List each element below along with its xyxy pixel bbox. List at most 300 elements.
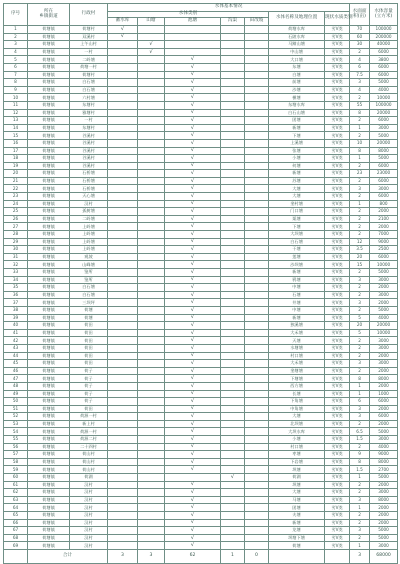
row-seq: 5 <box>4 56 28 64</box>
row-seq: 45 <box>4 360 28 368</box>
row-reservoir-mark <box>108 382 138 390</box>
row-pool-mark: √ <box>165 56 221 64</box>
row-area: 55 <box>350 101 370 109</box>
row-village: 汉村 <box>70 496 108 504</box>
row-ditch-mark <box>221 253 245 261</box>
row-seq: 8 <box>4 79 28 87</box>
row-village: 荷塘一村 <box>70 63 108 71</box>
row-town: 荷塘镇 <box>28 367 70 375</box>
table-row <box>4 177 398 185</box>
row-pool-mark: √ <box>165 428 221 436</box>
row-village: 孤树塘 <box>70 208 108 216</box>
row-reservoir-mark <box>108 238 138 246</box>
row-seq: 39 <box>4 314 28 322</box>
total-reservoir: 3 <box>108 549 138 563</box>
row-pond-mark <box>138 269 165 277</box>
row-seq: 33 <box>4 269 28 277</box>
row-ditch-mark <box>221 86 245 94</box>
row-village: 荷山村 <box>70 458 108 466</box>
row-reservoir-mark <box>108 139 138 147</box>
row-other-mark <box>245 428 269 436</box>
row-other-mark <box>245 314 269 322</box>
row-quality-class: 劣Ⅴ类 <box>325 26 350 34</box>
row-reservoir-mark <box>108 306 138 314</box>
row-volume: 2000 <box>370 382 398 390</box>
row-quality-class: 劣Ⅴ类 <box>325 466 350 474</box>
row-area: 3 <box>350 299 370 307</box>
row-town: 荷塘镇 <box>28 291 70 299</box>
row-ditch-mark <box>221 94 245 102</box>
row-other-mark <box>245 79 269 87</box>
row-area: 2 <box>350 162 370 170</box>
row-other-mark <box>245 481 269 489</box>
row-reservoir-mark <box>108 200 138 208</box>
row-reservoir-mark <box>108 451 138 459</box>
row-quality-class: 劣Ⅴ类 <box>325 109 350 117</box>
row-pond-mark <box>138 231 165 239</box>
row-volume: 2000 <box>370 504 398 512</box>
row-volume: 3000 <box>370 489 398 497</box>
row-town: 荷塘镇 <box>28 398 70 406</box>
row-ditch-mark <box>221 519 245 527</box>
table-row <box>4 26 398 34</box>
row-other-mark <box>245 375 269 383</box>
row-seq: 55 <box>4 436 28 444</box>
row-village: 一村 <box>70 117 108 125</box>
row-pond-mark <box>138 496 165 504</box>
row-pool-mark: √ <box>165 398 221 406</box>
row-pond-mark <box>138 56 165 64</box>
row-pool-mark: √ <box>165 496 221 504</box>
row-area: 2 <box>350 208 370 216</box>
row-volume: 3000 <box>370 276 398 284</box>
row-quality-class: 劣Ⅴ类 <box>325 504 350 512</box>
row-other-mark <box>245 101 269 109</box>
row-seq: 63 <box>4 496 28 504</box>
row-seq: 26 <box>4 215 28 223</box>
row-other-mark <box>245 489 269 497</box>
row-area: 2 <box>350 344 370 352</box>
row-volume: 6000 <box>370 71 398 79</box>
row-seq: 42 <box>4 337 28 345</box>
row-village: 石桥塘 <box>70 185 108 193</box>
row-volume: 4000 <box>370 86 398 94</box>
row-pool-mark: √ <box>165 94 221 102</box>
row-volume: 8000 <box>370 458 398 466</box>
row-reservoir-mark <box>108 94 138 102</box>
row-seq: 25 <box>4 208 28 216</box>
row-volume: 20000 <box>370 109 398 117</box>
row-ditch-mark <box>221 109 245 117</box>
total-label: 合计 <box>28 549 108 563</box>
row-town: 荷塘镇 <box>28 41 70 49</box>
table-row <box>4 360 398 368</box>
row-pool-mark <box>165 33 221 41</box>
header-pond: 山塘 <box>138 18 165 26</box>
row-pond-mark <box>138 436 165 444</box>
table-row <box>4 86 398 94</box>
row-town: 荷塘镇 <box>28 26 70 34</box>
row-village: 荷田 <box>70 405 108 413</box>
row-area: 2 <box>350 193 370 201</box>
row-other-mark <box>245 436 269 444</box>
row-seq: 27 <box>4 223 28 231</box>
row-village: 谷溪村 <box>70 139 108 147</box>
row-seq: 60 <box>4 474 28 482</box>
row-village: 汉村 <box>70 489 108 497</box>
row-seq: 61 <box>4 481 28 489</box>
row-quality-class: 劣Ⅴ类 <box>325 162 350 170</box>
row-town: 荷塘镇 <box>28 337 70 345</box>
table-row <box>4 405 398 413</box>
row-seq: 48 <box>4 382 28 390</box>
row-other-mark <box>245 276 269 284</box>
table-row <box>4 63 398 71</box>
row-village: 荷田 <box>70 360 108 368</box>
row-volume: 10000 <box>370 94 398 102</box>
row-town: 荷塘镇 <box>28 306 70 314</box>
row-pool-mark <box>165 48 221 56</box>
row-quality-class: 劣Ⅴ类 <box>325 117 350 125</box>
row-quality-class: 劣Ⅴ类 <box>325 344 350 352</box>
row-pool-mark: √ <box>165 139 221 147</box>
row-water-name: 小塘 <box>269 436 325 444</box>
row-seq: 1 <box>4 26 28 34</box>
row-area: 3 <box>350 185 370 193</box>
row-quality-class: 劣Ⅴ类 <box>325 534 350 542</box>
row-area: 6 <box>350 398 370 406</box>
row-water-name: 下岩塘 <box>269 458 325 466</box>
row-other-mark <box>245 56 269 64</box>
row-volume: 5000 <box>370 155 398 163</box>
row-village: 白石塘 <box>70 86 108 94</box>
row-water-name: 马蹄山塘 <box>269 41 325 49</box>
row-water-name: 沙塘 <box>269 86 325 94</box>
row-village: 汉村 <box>70 534 108 542</box>
row-other-mark <box>245 398 269 406</box>
row-pond-mark <box>138 86 165 94</box>
row-volume: 6000 <box>370 253 398 261</box>
row-ditch-mark <box>221 390 245 398</box>
row-water-name: 荷湖 <box>269 474 325 482</box>
row-ditch-mark <box>221 33 245 41</box>
row-volume: 3800 <box>370 56 398 64</box>
row-area: 2 <box>350 443 370 451</box>
row-pond-mark <box>138 314 165 322</box>
row-quality-class: 劣Ⅴ类 <box>325 367 350 375</box>
row-volume: 5000 <box>370 527 398 535</box>
header-reservoir: 蓄水库 <box>108 18 138 26</box>
table-row <box>4 420 398 428</box>
row-quality-class: 劣Ⅴ类 <box>325 261 350 269</box>
row-town: 荷塘镇 <box>28 489 70 497</box>
row-volume: 5000 <box>370 132 398 140</box>
row-other-mark <box>245 360 269 368</box>
row-water-name: 新塘 <box>269 124 325 132</box>
row-seq: 13 <box>4 117 28 125</box>
row-other-mark <box>245 451 269 459</box>
row-reservoir-mark <box>108 109 138 117</box>
row-town: 荷塘镇 <box>28 200 70 208</box>
row-reservoir-mark <box>108 360 138 368</box>
row-ditch-mark <box>221 291 245 299</box>
table-row <box>4 231 398 239</box>
row-town: 荷塘镇 <box>28 139 70 147</box>
header-pool: 池塘 <box>165 18 221 26</box>
row-water-name: 垄塘塘 <box>269 367 325 375</box>
row-town: 荷塘镇 <box>28 269 70 277</box>
row-water-name: 大塘 <box>269 193 325 201</box>
row-other-mark <box>245 261 269 269</box>
total-pool: 62 <box>165 549 221 563</box>
row-seq: 67 <box>4 527 28 535</box>
row-area: 2 <box>350 269 370 277</box>
row-volume: 100000 <box>370 26 398 34</box>
row-pond-mark <box>138 306 165 314</box>
row-area: 2 <box>350 117 370 125</box>
row-pond-mark <box>138 223 165 231</box>
row-area: 1.5 <box>350 436 370 444</box>
row-quality-class: 劣Ⅴ类 <box>325 519 350 527</box>
table-row <box>4 223 398 231</box>
row-village: 上岭塘 <box>70 238 108 246</box>
row-water-name: 新塘 <box>269 519 325 527</box>
row-reservoir-mark <box>108 185 138 193</box>
row-area: 15 <box>350 261 370 269</box>
row-ditch-mark <box>221 443 245 451</box>
row-area: 3 <box>350 496 370 504</box>
row-ditch-mark <box>221 208 245 216</box>
row-pool-mark: √ <box>165 86 221 94</box>
row-village: 东塘村 <box>70 101 108 109</box>
row-pool-mark: √ <box>165 155 221 163</box>
row-other-mark <box>245 109 269 117</box>
row-village: 谷溪村 <box>70 132 108 140</box>
row-volume: 9000 <box>370 238 398 246</box>
row-quality-class: 劣Ⅴ类 <box>325 329 350 337</box>
row-seq: 68 <box>4 534 28 542</box>
table-row <box>4 344 398 352</box>
row-town: 荷塘镇 <box>28 451 70 459</box>
row-area: 2 <box>350 420 370 428</box>
row-ditch-mark <box>221 124 245 132</box>
row-volume: 6000 <box>370 177 398 185</box>
row-quality-class: 劣Ⅴ类 <box>325 215 350 223</box>
row-pond-mark <box>138 458 165 466</box>
row-pond-mark <box>138 466 165 474</box>
row-area: 2 <box>350 223 370 231</box>
total-seq <box>4 549 28 563</box>
table-row <box>4 124 398 132</box>
row-volume: 20000 <box>370 139 398 147</box>
row-quality-class: 劣Ⅴ类 <box>325 291 350 299</box>
row-area: 7.5 <box>350 71 370 79</box>
row-volume: 2000 <box>370 519 398 527</box>
table-row <box>4 322 398 330</box>
row-seq: 22 <box>4 185 28 193</box>
row-ditch-mark <box>221 428 245 436</box>
row-other-mark <box>245 155 269 163</box>
row-other-mark <box>245 269 269 277</box>
row-seq: 21 <box>4 177 28 185</box>
row-water-name: 新塘 <box>269 170 325 178</box>
row-quality-class: 劣Ⅴ类 <box>325 269 350 277</box>
row-area: 2 <box>350 337 370 345</box>
row-village: 新上村 <box>70 420 108 428</box>
row-pool-mark: √ <box>165 124 221 132</box>
row-volume: 800 <box>370 200 398 208</box>
row-reservoir-mark <box>108 269 138 277</box>
row-reservoir-mark <box>108 79 138 87</box>
row-pool-mark: √ <box>165 291 221 299</box>
row-town: 荷塘镇 <box>28 109 70 117</box>
row-village: 观坡 <box>70 253 108 261</box>
row-area: 2 <box>350 94 370 102</box>
row-seq: 17 <box>4 147 28 155</box>
row-area: 3 <box>350 413 370 421</box>
row-volume: 3000 <box>370 344 398 352</box>
table-row <box>4 375 398 383</box>
table-row <box>4 451 398 459</box>
row-quality-class: 劣Ⅴ类 <box>325 428 350 436</box>
row-reservoir-mark <box>108 496 138 504</box>
row-quality-class: 劣Ⅴ类 <box>325 170 350 178</box>
row-quality-class: 劣Ⅴ类 <box>325 253 350 261</box>
row-seq: 53 <box>4 420 28 428</box>
row-seq: 12 <box>4 109 28 117</box>
row-reservoir-mark: √ <box>108 26 138 34</box>
row-pond-mark <box>138 322 165 330</box>
row-quality-class: 劣Ⅴ类 <box>325 542 350 550</box>
row-reservoir-mark <box>108 458 138 466</box>
header-name: 水体名称及地理位置 <box>269 12 325 26</box>
row-town: 荷塘镇 <box>28 519 70 527</box>
row-other-mark <box>245 63 269 71</box>
row-water-name: 何塘 <box>269 162 325 170</box>
row-quality-class: 劣Ⅴ类 <box>325 94 350 102</box>
row-pool-mark: √ <box>165 436 221 444</box>
row-quality-class: 劣Ⅴ类 <box>325 177 350 185</box>
row-water-name: 石塘 <box>269 291 325 299</box>
row-pond-mark: √ <box>138 48 165 56</box>
row-water-name: 大塘 <box>269 185 325 193</box>
row-water-name: 门口塘 <box>269 208 325 216</box>
row-village: 荷田 <box>70 352 108 360</box>
row-pool-mark: √ <box>165 489 221 497</box>
row-volume: 7000 <box>370 231 398 239</box>
header-seq: 序号 <box>4 4 28 26</box>
header-area: 水面面 积(亩) <box>350 4 370 26</box>
row-village: 荷子 <box>70 367 108 375</box>
row-village: 荷山村 <box>70 451 108 459</box>
row-village: 荷田 <box>70 344 108 352</box>
row-water-name: 北坝塘 <box>269 420 325 428</box>
row-seq: 9 <box>4 86 28 94</box>
row-area: 1 <box>350 542 370 550</box>
row-reservoir-mark <box>108 367 138 375</box>
row-reservoir-mark <box>108 63 138 71</box>
row-area: 3 <box>350 276 370 284</box>
row-seq: 64 <box>4 504 28 512</box>
row-seq: 29 <box>4 238 28 246</box>
row-town: 荷塘镇 <box>28 48 70 56</box>
row-other-mark <box>245 367 269 375</box>
row-volume: 3000 <box>370 185 398 193</box>
row-volume: 3000 <box>370 542 398 550</box>
row-other-mark <box>245 71 269 79</box>
row-other-mark <box>245 405 269 413</box>
row-area: 3.5 <box>350 246 370 254</box>
row-town: 荷塘镇 <box>28 420 70 428</box>
row-pond-mark <box>138 519 165 527</box>
row-ditch-mark <box>221 56 245 64</box>
row-ditch-mark <box>221 139 245 147</box>
row-ditch-mark <box>221 26 245 34</box>
row-reservoir-mark <box>108 86 138 94</box>
row-town: 荷塘镇 <box>28 496 70 504</box>
row-pool-mark: √ <box>165 253 221 261</box>
table-row <box>4 238 398 246</box>
row-seq: 66 <box>4 519 28 527</box>
row-ditch-mark <box>221 405 245 413</box>
row-pool-mark: √ <box>165 527 221 535</box>
row-pool-mark: √ <box>165 314 221 322</box>
row-seq: 6 <box>4 63 28 71</box>
row-seq: 30 <box>4 246 28 254</box>
row-reservoir-mark <box>108 322 138 330</box>
row-seq: 69 <box>4 542 28 550</box>
row-water-name: 栗塘 <box>269 215 325 223</box>
row-reservoir-mark <box>108 155 138 163</box>
row-village: 六村塘 <box>70 94 108 102</box>
table-row <box>4 367 398 375</box>
row-town: 荷塘镇 <box>28 79 70 87</box>
row-seq: 2 <box>4 33 28 41</box>
row-other-mark <box>245 352 269 360</box>
row-village: 汉村 <box>70 519 108 527</box>
row-pond-mark <box>138 261 165 269</box>
row-pond-mark <box>138 413 165 421</box>
row-town: 荷塘镇 <box>28 527 70 535</box>
row-village: 石桥塘 <box>70 170 108 178</box>
row-pool-mark: √ <box>165 329 221 337</box>
row-ditch-mark <box>221 71 245 79</box>
row-pond-mark <box>138 527 165 535</box>
row-pool-mark: √ <box>165 261 221 269</box>
row-area: 2 <box>350 534 370 542</box>
row-town: 荷塘镇 <box>28 177 70 185</box>
table-row <box>4 109 398 117</box>
row-other-mark <box>245 344 269 352</box>
row-water-name: 团塘 <box>269 504 325 512</box>
row-village: 山峰塘 <box>70 261 108 269</box>
row-other-mark <box>245 86 269 94</box>
row-volume: 4000 <box>370 443 398 451</box>
row-other-mark <box>245 519 269 527</box>
row-other-mark <box>245 253 269 261</box>
row-pond-mark <box>138 139 165 147</box>
row-reservoir-mark <box>108 420 138 428</box>
row-pool-mark: √ <box>165 170 221 178</box>
table-row <box>4 527 398 535</box>
row-town: 荷塘镇 <box>28 428 70 436</box>
table-row <box>4 352 398 360</box>
row-pool-mark: √ <box>165 352 221 360</box>
row-village: 白石塘 <box>70 284 108 292</box>
row-area: 1 <box>350 124 370 132</box>
row-seq: 35 <box>4 284 28 292</box>
row-pool-mark: √ <box>165 481 221 489</box>
